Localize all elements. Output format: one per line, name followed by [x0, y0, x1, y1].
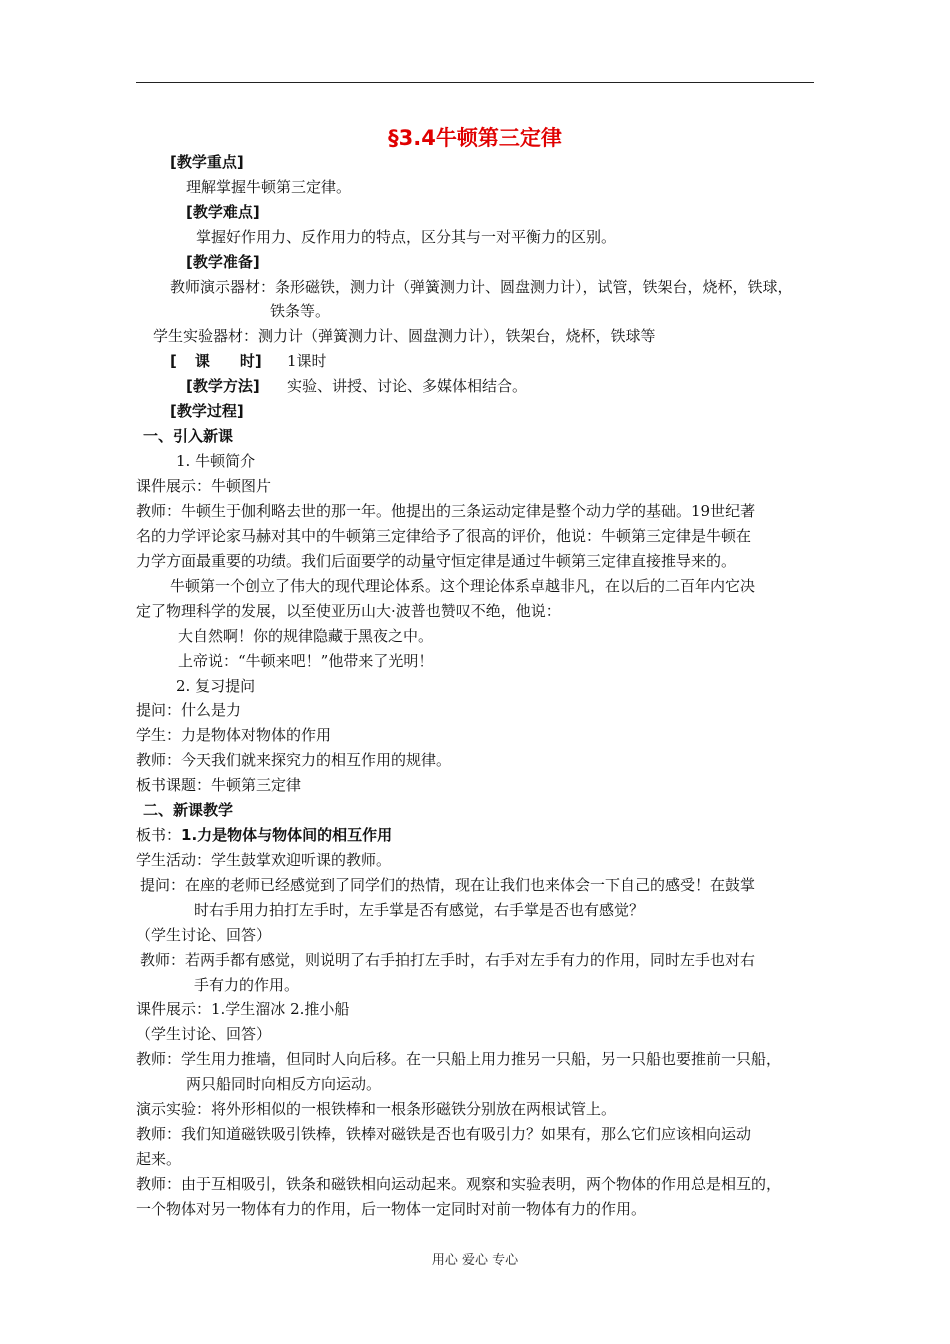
heading-teaching-method: [教学方法]	[186, 377, 260, 395]
paragraph: 教师：我们知道磁铁吸引铁棒，铁棒对磁铁是否也有吸引力？如果有，那么它们应该相向运动	[136, 1125, 752, 1143]
paragraph: 两只船同时向相反方向运动。	[186, 1075, 382, 1093]
paragraph: 板书课题：牛顿第三定律	[136, 776, 302, 794]
page-title: §3.4牛顿第三定律	[388, 126, 562, 150]
heading-teaching-process: [教学过程]	[170, 402, 244, 420]
quote-line: 上帝说：“牛顿来吧！”他带来了光明！	[178, 652, 434, 670]
paragraph: 铁条等。	[270, 302, 331, 320]
paragraph: （学生讨论、回答）	[136, 1025, 272, 1043]
paragraph: 手有力的作用。	[194, 976, 300, 994]
paragraph: 1课时	[287, 352, 327, 370]
bracket-close: ]	[254, 352, 262, 370]
paragraph: 牛顿第一个创立了伟大的现代理论体系。这个理论体系卓越非凡，在以后的二百年内它决	[170, 577, 756, 595]
paragraph	[136, 825, 392, 845]
paragraph: 时右手用力拍打左手时，左手掌是否有感觉，右手掌是否也有感觉？	[194, 901, 645, 919]
heading-teaching-difficulty: [教学难点]	[186, 203, 260, 221]
paragraph: 教师：今天我们就来探究力的相互作用的规律。	[136, 751, 452, 769]
paragraph: 教师：学生用力推墙，但同时人向后移。在一只船上用力推另一只船，另一只船也要推前一只船，	[136, 1050, 782, 1068]
paragraph: （学生讨论、回答）	[136, 926, 272, 944]
paragraph: 课件展示：1.学生溜冰 2.推小船	[136, 1000, 350, 1018]
paragraph: 提问：在座的老师已经感觉到了同学们的热情，现在让我们也来体会一下自己的感受！在鼓掌	[140, 876, 756, 894]
paragraph: 教师：若两手都有感觉，则说明了右手拍打左手时，右手对左手有力的作用，同时左手也对右	[140, 951, 756, 969]
paragraph: 力学方面最重要的功绩。我们后面要学的动量守恒定律是通过牛顿第三定律直接推导来的。	[136, 552, 737, 570]
paragraph: 理解掌握牛顿第三定律。	[186, 178, 352, 196]
subheading: 2. 复习提问	[176, 677, 256, 695]
section-heading: 一、引入新课	[143, 427, 234, 445]
paragraph: 起来。	[136, 1150, 182, 1168]
paragraph: 教师：由于互相吸引，铁条和磁铁相向运动起来。观察和实验表明，两个物体的作用总是相互的，	[136, 1175, 782, 1193]
page-footer: 用心 爱心 专心	[431, 1253, 519, 1268]
paragraph: 名的力学评论家马赫对其中的牛顿第三定律给予了很高的评价，他说：牛顿第三定律是牛顿在	[136, 527, 752, 545]
header-rule	[136, 82, 814, 83]
section-heading: 二、新课教学	[143, 801, 234, 819]
subheading: 1. 牛顿简介	[176, 452, 256, 470]
label-ke: 课	[194, 352, 210, 370]
paragraph: 课件展示：牛顿图片	[136, 477, 272, 495]
board-label: 板书：	[136, 826, 182, 844]
paragraph: 实验、讲授、讨论、多媒体相结合。	[287, 377, 528, 395]
paragraph: 教师：牛顿生于伽利略去世的那一年。他提出的三条运动定律是整个动力学的基础。19世纪著	[136, 502, 756, 520]
paragraph: 学生：力是物体对物体的作用	[136, 726, 332, 744]
paragraph: 提问：什么是力	[136, 701, 242, 719]
paragraph: 学生活动：学生鼓掌欢迎听课的教师。	[136, 851, 392, 869]
paragraph: 学生实验器材：测力计（弹簧测力计、圆盘测力计），铁架台，烧杯，铁球等	[153, 327, 656, 345]
paragraph: 定了物理科学的发展，以至使亚历山大·波普也赞叹不绝，他说：	[136, 602, 561, 620]
label-shi: 时	[239, 352, 255, 370]
board-point: 1.力是物体与物体间的相互作用	[181, 826, 393, 844]
heading-class-hours	[170, 351, 262, 371]
paragraph: 演示实验：将外形相似的一根铁棒和一根条形磁铁分别放在两根试管上。	[136, 1100, 617, 1118]
paragraph: 掌握好作用力、反作用力的特点，区分其与一对平衡力的区别。	[196, 228, 617, 246]
heading-teaching-focus: [教学重点]	[170, 153, 244, 171]
quote-line: 大自然啊！你的规律隐藏于黑夜之中。	[178, 627, 434, 645]
heading-teaching-preparation: [教学准备]	[186, 253, 260, 271]
bracket-open: [	[170, 352, 177, 370]
paragraph: 教师演示器材：条形磁铁，测力计（弹簧测力计、圆盘测力计），试管，铁架台，烧杯，铁球，	[170, 278, 793, 296]
paragraph: 一个物体对另一物体有力的作用，后一物体一定同时对前一物体有力的作用。	[136, 1200, 647, 1218]
